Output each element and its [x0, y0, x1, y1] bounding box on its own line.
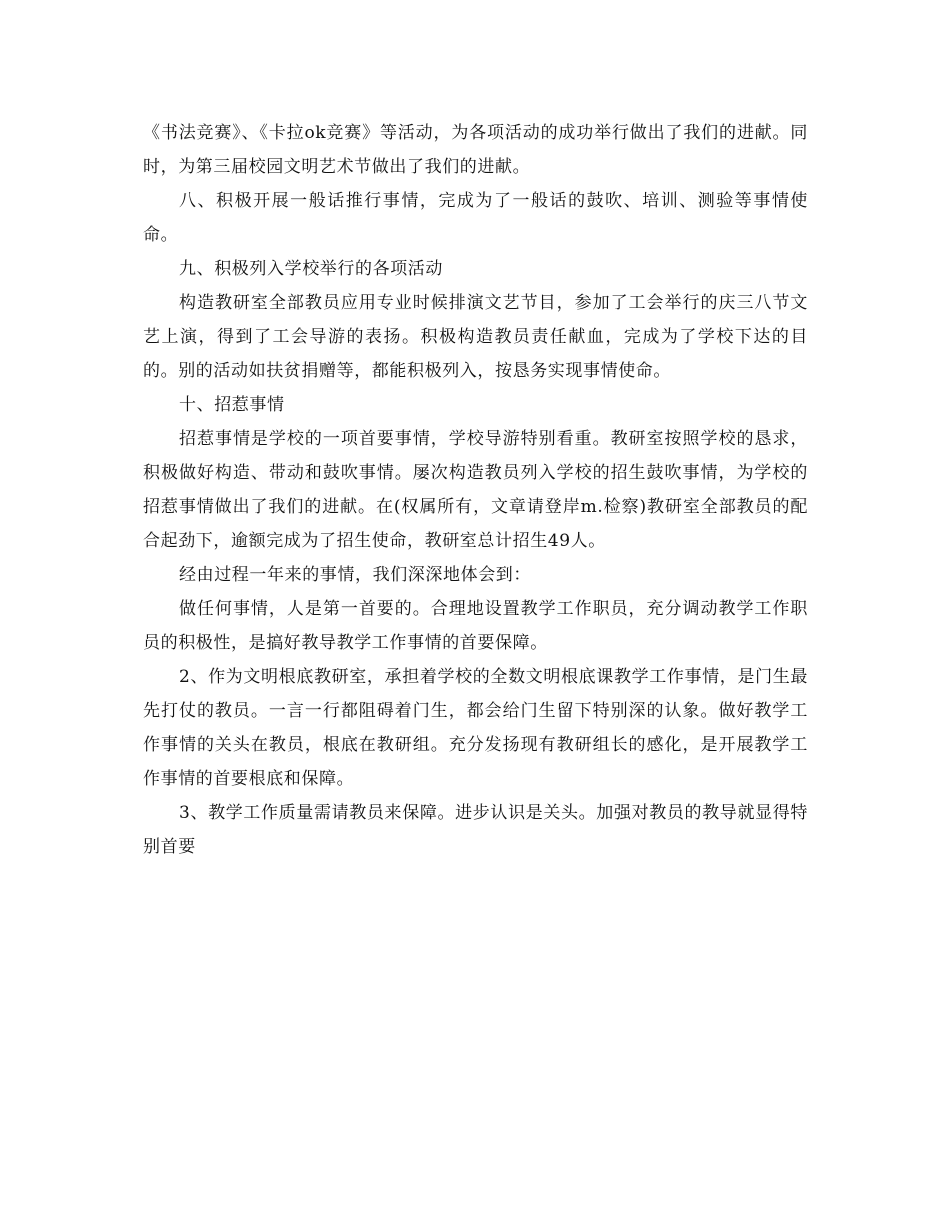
paragraph-mandarin-promotion: 八、积极开展一般话推行事情，完成为了一般话的鼓吹、培训、测验等事情使命。 [143, 191, 808, 245]
paragraph-point-people: 做任何事情，人是第一首要的。合理地设置教学工作职员，充分调动教学工作职员的积极性，是搞好教导教学工作事情的首要保障。 [143, 599, 808, 653]
paragraph-school-activities: 构造教研室全部教员应用专业时候排演文艺节目，参加了工会举行的庆三八节文艺上演，得到了工会导游的表扬。积极构造教员责任献血，完成为了学校下达的目的。别的活动如扶贫捐赠等，都能积极列入，按恳务实现事情使命。 [143, 293, 808, 381]
section-heading-enrollment: 十、招惹事情 [179, 395, 285, 415]
paragraph-enrollment: 招惹事情是学校的一项首要事情，学校导游特别看重。教研室按照学校的恳求，积极做好构造、带动和鼓吹事情。屡次构造教员列入学校的招生鼓吹事情，为学校的招惹事情做出了我们的进献。在(权属所有，文章请登岸m.检察)教研室全部教员的配合起劲下，逾额完成为了招生使命，教研室总计招生49人。 [143, 429, 808, 551]
document-body [143, 116, 808, 864]
paragraph-summary-intro: 经由过程一年来的事情，我们深深地体会到： [179, 565, 531, 585]
paragraph-point-3: 3、教学工作质量需请教员来保障。进步认识是关头。加强对教员的教导就显得特别首要 [143, 803, 808, 857]
section-heading-school-activities: 九、积极列入学校举行的各项活动 [179, 259, 443, 279]
paragraph-activities-contribution: 《书法竞赛》、《卡拉ok竞赛》等活动，为各项活动的成功举行做出了我们的进献。同时，为第三届校园文明艺术节做出了我们的进献。 [143, 123, 808, 177]
paragraph-point-2: 2、作为文明根底教研室，承担着学校的全数文明根底课教学工作事情，是门生最先打仗的教员。一言一行都阻碍着门生，都会给门生留下特别深的认象。做好教学工作事情的关头在教员，根底在教研组。充分发扬现有教研组长的感化，是开展教学工作事情的首要根底和保障。 [143, 667, 808, 789]
